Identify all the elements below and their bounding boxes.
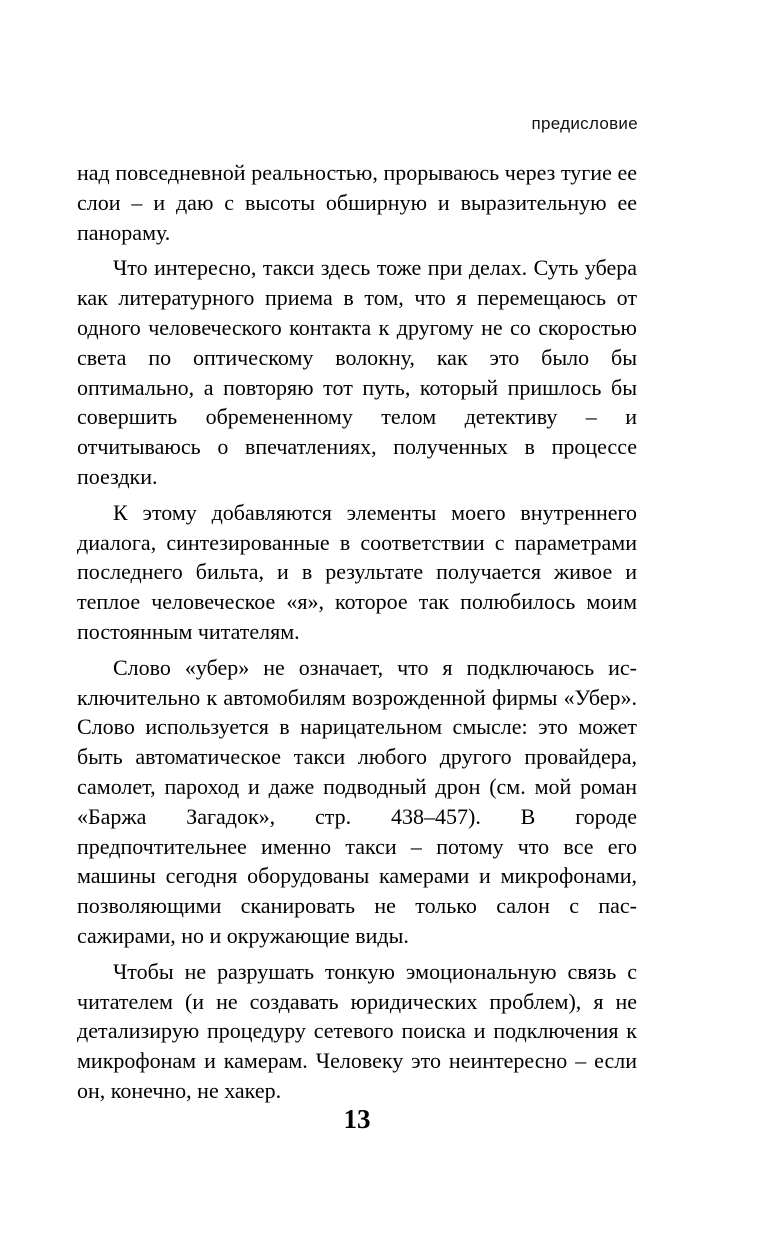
paragraph: Что интересно, такси здесь тоже при делах. Суть убера как литературного приема в том, что я перемещаюсь от одного человеческого контакта к другому не со скоростью света по оптическому волокну, как это было бы оптимально, а повторяю тот путь, который пришлось бы совершить обремененному телом детективу – и отчитываюсь о впечатлениях, полученных в процессе поездки.	[77, 255, 637, 489]
paragraph: К этому добавляются элементы моего внутреннего диалога, синтезированные в соответствии с параметрами последнего бильта, и в результате получается живое и теплое человеческое «я», которое так полюбилось моим постоянным читателям.	[77, 499, 637, 644]
paragraph-continued: над повседневной реальностью, прорываюсь через тугие ее слои – и даю с высоты обширную и выразительную ее панораму.	[77, 160, 637, 245]
body-text	[77, 158, 637, 1112]
page-number: 13	[343, 1104, 371, 1134]
paragraph: Чтобы не разрушать тонкую эмоциональную связь с читателем (и не создавать юридических проблем), я не детализирую процедуру сетевого поиска и подключения к микрофонам и камерам. Человеку это неинтересно – если он, конечно, не хакер.	[77, 958, 637, 1103]
paragraph: Слово «убер» не означает, что я подключаюсь исключительно к автомобилям возрожденной фирмы «Убер». Слово используется в нарицательном смысле: это может быть автоматическое такси любого другого провайдера, самолет, пароход и даже подводный дрон (см. мой роман «Баржа Загадок», стр. 438–457). В городе предпочтительнее именно такси – потому что все его машины сегодня оборудованы камерами и микрофонами, позволяющими сканировать не только салон с пассажирами, но и окружающие виды.	[77, 654, 637, 948]
running-head: предисловие	[531, 114, 638, 133]
